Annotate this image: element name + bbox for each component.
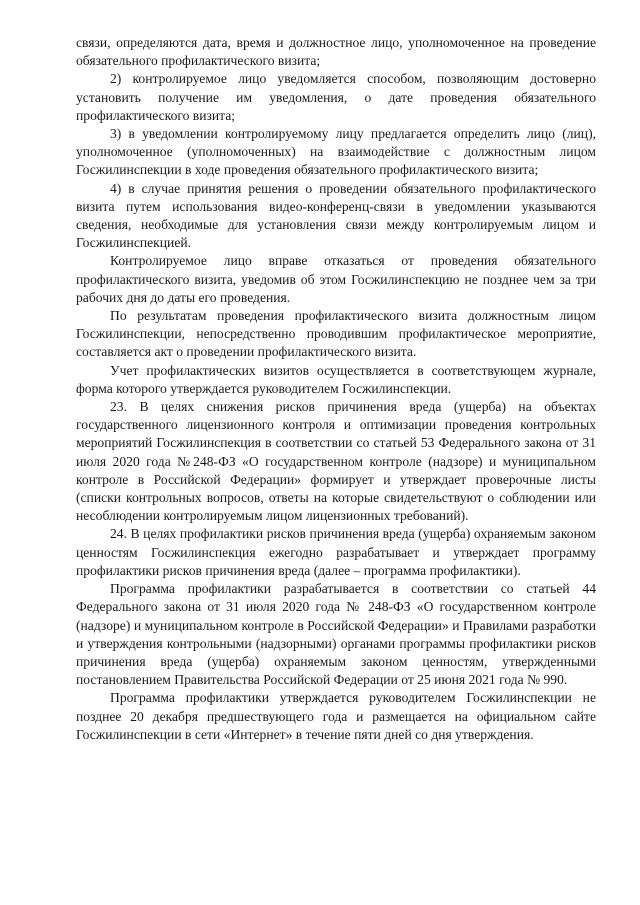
paragraph-continuation: связи, определяются дата, время и должностное лицо, уполномоченное на проведение обязательного профилактического визита; — [76, 35, 596, 69]
paragraph-program-development: Программа профилактики разрабатывается в соответствии со статьей 44 Федерального закона от 31 июля 2020 года № 248-ФЗ «О государственном контроле (надзоре) и муниципальном контроле в Российской Федерации» и Правилами разработки и утверждения контрольными (надзорными) органами программы профилактики рисков причинения вреда (ущерба) охраняемым законом ценностям, утвержденными постановлением Правительства Российской Федерации от 25 июня 2021 года № 990. — [76, 581, 596, 688]
paragraph-item-2: 2) контролируемое лицо уведомляется способом, позволяющим достоверно установить получение им уведомления, о дате проведения обязательного профилактического визита; — [76, 71, 596, 123]
paragraph-clause-23: 23. В целях снижения рисков причинения вреда (ущерба) на объектах государственного лицензионного контроля и оптимизации проведения контрольных мероприятий Госжилинспекция в соответствии со статьей 53 Федерального закона от 31 июля 2020 года №248-ФЗ «О государственном контроле (надзоре) и муниципальном контроле в Российской Федерации» формирует и утверждает проверочные листы (списки контрольных вопросов, ответы на которые свидетельствуют о соблюдении или несоблюдении контролируемым лицом лицензионных требований). — [76, 399, 596, 524]
document-page — [76, 34, 596, 744]
paragraph-item-3: 3) в уведомлении контролируемому лицу предлагается определить лицо (лиц), уполномоченное (уполномоченных) на взаимодействие с должностным лицом Госжилинспекции в ходе проведения обязательного профилактического визита; — [76, 126, 596, 178]
paragraph-clause-24: 24. В целях профилактики рисков причинения вреда (ущерба) охраняемым законом ценностям Госжилинспекция ежегодно разрабатывает и утверждает программу профилактики рисков причинения вреда (далее – программа профилактики). — [76, 526, 596, 578]
paragraph-item-4: 4) в случае принятия решения о проведении обязательного профилактического визита путем использования видео-конференц-связи в уведомлении указываются сведения, необходимые для установления связи между контролируемым лицом и Госжилинспекцией. — [76, 180, 596, 251]
paragraph-program-approval: Программа профилактики утверждается руководителем Госжилинспекции не позднее 20 декабря предшествующего года и размещается на официальном сайте Госжилинспекции в сети «Интернет» в течение пяти дней со дня утверждения. — [76, 690, 596, 742]
paragraph-visit-act: По результатам проведения профилактического визита должностным лицом Госжилинспекции, непосредственно проводившим профилактическое мероприятие, составляется акт о проведении профилактического визита. — [76, 308, 596, 360]
paragraph-refusal: Контролируемое лицо вправе отказаться от проведения обязательного профилактического визита, уведомив об этом Госжилинспекцию не позднее чем за три рабочих дня до даты его проведения. — [76, 253, 596, 305]
paragraph-visit-register: Учет профилактических визитов осуществляется в соответствующем журнале, форма которого утверждается руководителем Госжилинспекции. — [76, 362, 596, 396]
